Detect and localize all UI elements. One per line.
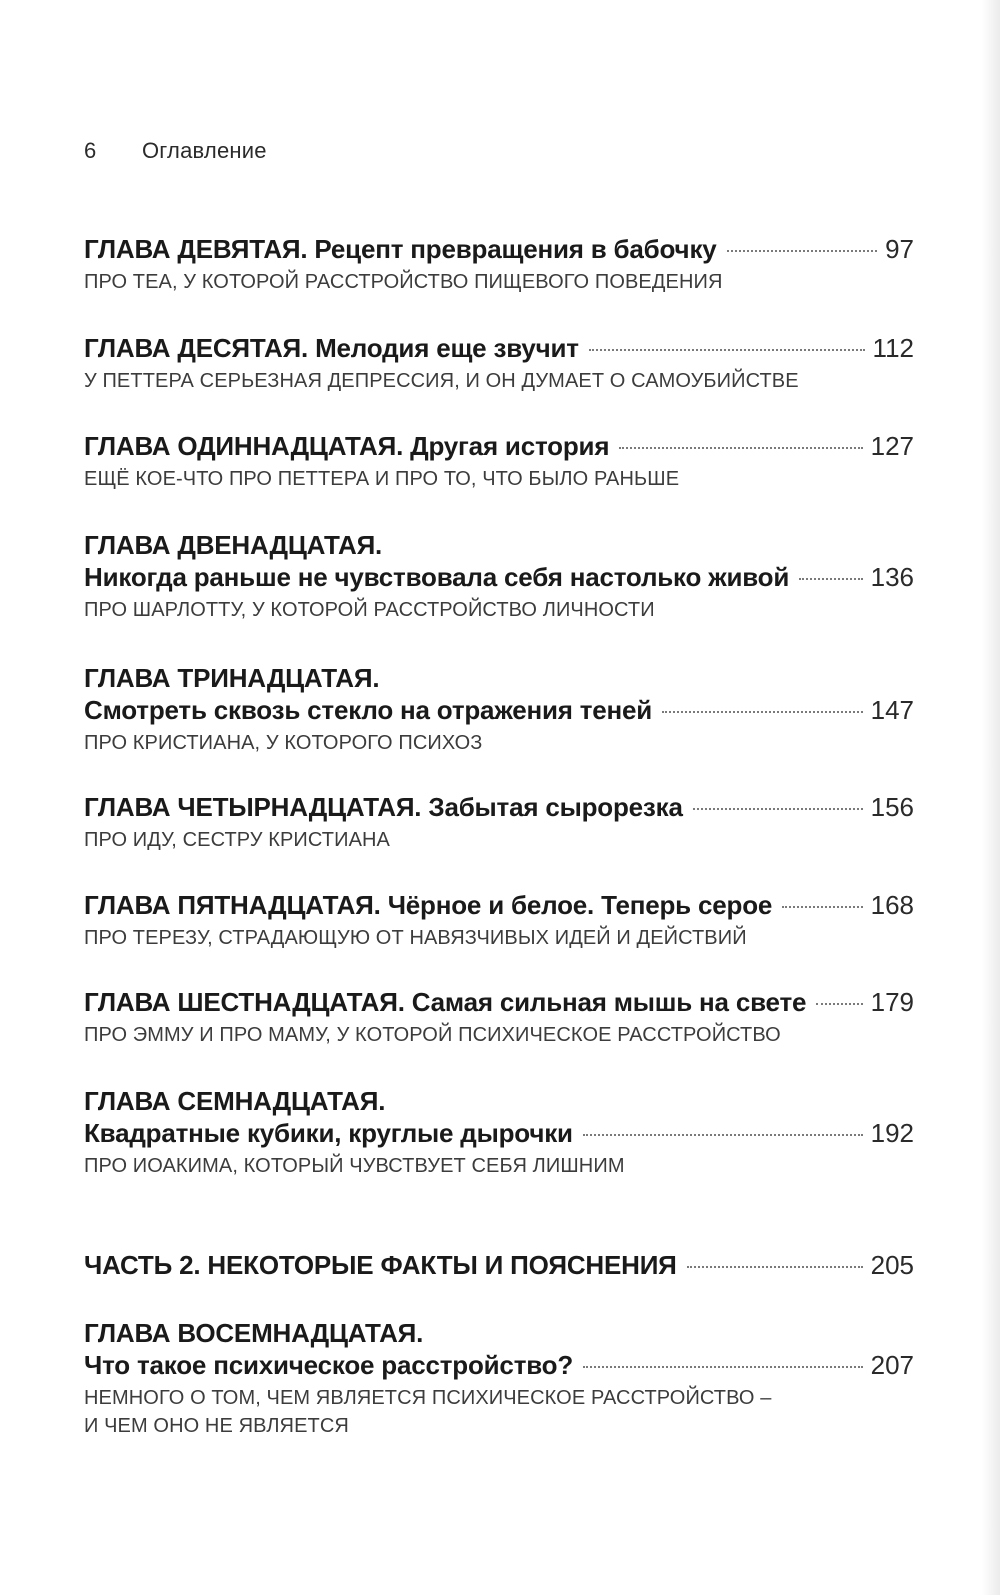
dot-leader xyxy=(619,447,862,449)
toc-title: ГЛАВА ЧЕТЫРНАДЦАТАЯ. Забытая сырорезка xyxy=(84,792,683,822)
toc-entry[interactable] xyxy=(84,234,914,296)
toc-chapter-label: ГЛАВА ВОСЕМНАДЦАТАЯ. xyxy=(84,1318,424,1348)
toc-page-number: 192 xyxy=(870,1118,914,1148)
toc-title-line xyxy=(84,333,914,367)
dot-leader xyxy=(727,250,878,252)
toc-subtitle: ПРО ШАРЛОТТУ, У КОТОРОЙ РАССТРОЙСТВО ЛИЧНОСТИ xyxy=(84,599,655,621)
running-title: Оглавление xyxy=(142,138,267,163)
toc-page-number: 112 xyxy=(872,333,914,363)
toc-subtitle: У ПЕТТЕРА СЕРЬЕЗНАЯ ДЕПРЕССИЯ, И ОН ДУМАЕТ О САМОУБИЙСТВЕ xyxy=(84,370,799,392)
toc-entry[interactable] xyxy=(84,333,914,395)
toc-subtitle: ПРО ИДУ, СЕСТРУ КРИСТИАНА xyxy=(84,829,390,851)
dot-leader xyxy=(583,1134,863,1136)
toc-page-number: 127 xyxy=(870,431,914,461)
toc-entry[interactable] xyxy=(84,890,914,952)
toc-entry[interactable] xyxy=(84,792,914,854)
toc-chapter-label: ГЛАВА СЕМНАДЦАТАЯ. xyxy=(84,1086,386,1116)
toc-page-number: 156 xyxy=(870,792,914,822)
toc-subtitle: ПРО ИОАКИМА, КОТОРЫЙ ЧУВСТВУЕТ СЕБЯ ЛИШНИМ xyxy=(84,1155,625,1177)
toc-subtitle: ЕЩЁ КОЕ-ЧТО ПРО ПЕТТЕРА И ПРО ТО, ЧТО БЫЛО РАНЬШЕ xyxy=(84,468,680,490)
dot-leader xyxy=(662,711,863,713)
running-head xyxy=(84,138,267,164)
dot-leader xyxy=(687,1266,863,1268)
toc-page-number: 168 xyxy=(870,890,914,920)
toc-part-title: ЧАСТЬ 2. НЕКОТОРЫЕ ФАКТЫ И ПОЯСНЕНИЯ xyxy=(84,1250,677,1280)
toc-subtitle: ПРО ТЕРЕЗУ, СТРАДАЮЩУЮ ОТ НАВЯЗЧИВЫХ ИДЕЙ И ДЕЙСТВИЙ xyxy=(84,927,747,949)
dot-leader xyxy=(799,578,862,580)
toc-title-line xyxy=(84,1350,914,1384)
dot-leader xyxy=(816,1003,862,1005)
toc-title-line xyxy=(84,234,914,268)
dot-leader xyxy=(589,349,865,351)
toc-entry[interactable] xyxy=(84,528,914,624)
toc-entry[interactable] xyxy=(84,987,914,1049)
toc-title-line xyxy=(84,987,914,1021)
toc-page-number: 97 xyxy=(885,234,914,264)
toc-chapter-label: ГЛАВА ТРИНАДЦАТАЯ. xyxy=(84,663,380,693)
toc-title: Квадратные кубики, круглые дырочки xyxy=(84,1118,573,1148)
toc-title-line xyxy=(84,1118,914,1152)
toc-title: ГЛАВА ПЯТНАДЦАТАЯ. Чёрное и белое. Теперь серое xyxy=(84,890,773,920)
toc-entry[interactable] xyxy=(84,1316,914,1440)
toc-title-line xyxy=(84,562,914,596)
toc-page-number: 179 xyxy=(870,987,914,1017)
dot-leader xyxy=(583,1366,863,1368)
toc-title: Что такое психическое расстройство? xyxy=(84,1350,574,1380)
toc-title-line xyxy=(84,890,914,924)
toc-title: ГЛАВА ДЕСЯТАЯ. Мелодия еще звучит xyxy=(84,333,579,363)
toc-subtitle: ПРО ЭММУ И ПРО МАМУ, У КОТОРОЙ ПСИХИЧЕСКОЕ РАССТРОЙСТВО xyxy=(84,1024,781,1046)
toc-title-line xyxy=(84,1250,914,1284)
toc-title: Никогда раньше не чувствовала себя настолько живой xyxy=(84,562,790,592)
toc-title-line xyxy=(84,792,914,826)
toc-subtitle: НЕМНОГО О ТОМ, ЧЕМ ЯВЛЯЕТСЯ ПСИХИЧЕСКОЕ РАССТРОЙСТВО – xyxy=(84,1387,772,1409)
dot-leader xyxy=(782,906,862,908)
toc-subtitle-continued: И ЧЕМ ОНО НЕ ЯВЛЯЕТСЯ xyxy=(84,1415,349,1437)
toc-page-number: 207 xyxy=(870,1350,914,1380)
toc-entry[interactable] xyxy=(84,431,914,493)
toc-page-number: 205 xyxy=(870,1250,914,1280)
toc-title: Смотреть сквозь стекло на отражения теней xyxy=(84,695,653,725)
toc-title: ГЛАВА ДЕВЯТАЯ. Рецепт превращения в бабочку xyxy=(84,234,717,264)
toc-entry[interactable] xyxy=(84,1084,914,1180)
toc-title-line xyxy=(84,431,914,465)
toc-entry[interactable] xyxy=(84,661,914,757)
toc-subtitle: ПРО КРИСТИАНА, У КОТОРОГО ПСИХОЗ xyxy=(84,732,483,754)
toc-page-number: 136 xyxy=(870,562,914,592)
dot-leader xyxy=(693,808,863,810)
toc-title-line xyxy=(84,695,914,729)
toc-chapter-label: ГЛАВА ДВЕНАДЦАТАЯ. xyxy=(84,530,383,560)
page-number: 6 xyxy=(84,138,97,163)
toc-title: ГЛАВА ШЕСТНАДЦАТАЯ. Самая сильная мышь на свете xyxy=(84,987,807,1017)
toc-page-number: 147 xyxy=(870,695,914,725)
toc-title: ГЛАВА ОДИННАДЦАТАЯ. Другая история xyxy=(84,431,610,461)
page-edge-shadow xyxy=(982,0,1000,1595)
toc-subtitle: ПРО ТЕА, У КОТОРОЙ РАССТРОЙСТВО ПИЩЕВОГО ПОВЕДЕНИЯ xyxy=(84,271,723,293)
toc-part-entry[interactable] xyxy=(84,1250,914,1284)
